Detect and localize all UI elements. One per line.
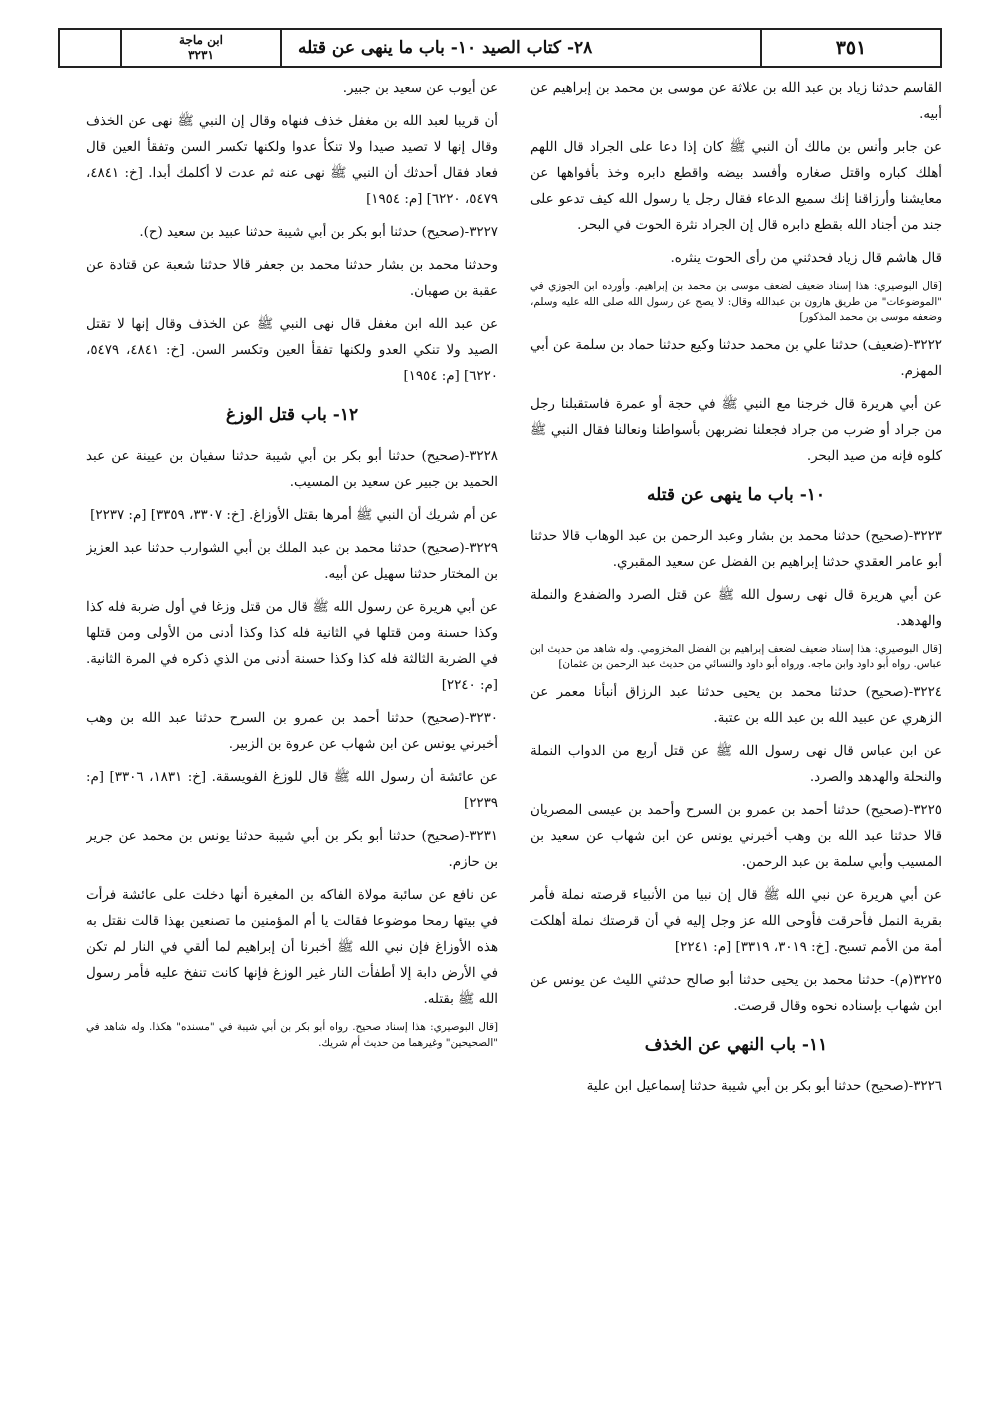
reference-box [120,30,280,66]
chapter-title: ١٢- باب قتل الوزغ [225,405,359,425]
paragraph: ٣٢٢٣-(صحيح) حدثنا محمد بن بشار وعبد الرحمن بن عبد الوهاب قالا حدثنا أبو عامر العقدي حدثنا إبراهيم بن الفضل عن سعيد المقبري. [530,528,942,570]
footnote: [قال البوصيري: هذا إسناد ضعيف لضعف موسى بن محمد بن إبراهيم. وأورده ابن الجوزي في "الموضوعات" من طريق هارون بن عبدالله وقال: لا يصح عن رسول الله صلى الله عليه وسلم، وضعفه موسى بن محمد المذكور] [530,280,942,323]
chapter-title: ١٠- باب ما ينهى عن قتله [646,484,826,505]
paragraph: عن أبي هريرة قال خرجنا مع النبي ﷺ في حجة أو عمرة فاستقبلنا رجل من جراد أو ضرب من جراد فجعلنا نضربهن بأسواطنا ونعالنا فقال النبي ﷺ كلوه فإنه من صيد البحر. [530,396,942,464]
footnote: [قال البوصيري: هذا إسناد ضعيف لضعف إبراهيم بن الفضل المخزومي. وله شاهد من حديث ابن عباس. رواه أبو داود وابن ماجه. ورواه أبو داود والنسائي من حديث عبد الرحمن بن عثمان] [530,642,942,670]
left-column [86,76,498,1376]
paragraph: ٣٢٣١-(صحيح) حدثنا أبو بكر بن أبي شيبة حدثنا يونس بن محمد عن جرير بن حازم. [86,829,498,870]
paragraph: ٣٢٢٤-(صحيح) حدثنا محمد بن يحيى حدثنا عبد الرزاق أنبأنا معمر عن الزهري عن عبيد الله بن عبد الله بن عتبة. [530,684,942,726]
paragraph: أن قريبا لعبد الله بن مغفل خذف فنهاه وقال إن النبي ﷺ نهى عن الخذف وقال إنها لا تصيد صيدا ولا تنكأ عدوا ولكنها تكسر السن وتفقأ العين قال فعاد فقال أحدثك أن النبي ﷺ نهى عنه ثم عدت لا أكلمك أبدا. [خ: ٤٨٤١، ٥٤٧٩، ٦٢٢٠] [م: ١٩٥٤] [86,114,498,207]
paragraph: ٣٢٢٢-(ضعيف) حدثنا علي بن محمد حدثنا وكيع حدثنا حماد بن سلمة عن أبي المهزم. [530,337,942,379]
reference-number: ٣٢٣١ [188,48,214,62]
paragraph: عن ابن عباس قال نهى رسول الله ﷺ عن قتل أربع من الدواب النملة والنحلة والهدهد والصرد. [530,743,942,785]
page-number: ٣٥١ [760,30,940,66]
paragraph: ٣٢٣٠-(صحيح) حدثنا أحمد بن عمرو بن السرح حدثنا عبد الله بن وهب أخبرني يونس عن ابن شهاب عن عروة بن الزبير. [86,711,498,752]
paragraph: القاسم حدثنا زياد بن عبد الله بن علاثة عن موسى بن محمد بن إبراهيم عن أبيه. [530,81,942,122]
page-header [58,28,942,68]
chapter-title: ١١- باب النهي عن الخذف [644,1034,828,1055]
paragraph: قال هاشم قال زياد فحدثني من رأى الحوت ينثره. [670,251,942,266]
paragraph: عن أم شريك أن النبي ﷺ أمرها بقتل الأوزاغ. [خ: ٣٣٠٧، ٣٣٥٩] [م: ٢٢٣٧] [90,508,498,523]
paragraph: ٣٢٢٥(م)- حدثنا محمد بن يحيى حدثنا أبو صالح حدثني الليث عن يونس عن ابن شهاب بإسناده نحوه وقال قرصت. [530,972,942,1014]
paragraph: عن عائشة أن رسول الله ﷺ قال للوزغ الفويسقة. [خ: ١٨٣١، ٣٣٠٦] [م: ٢٢٣٩] [86,770,498,811]
footnote: [قال البوصيري: هذا إسناد صحيح. رواه أبو بكر بن أبي شيبة في "مسنده" هكذا. وله شاهد في "الصحيحين" وغيرهما من حديث أم شريك. [86,1021,498,1049]
paragraph: عن أيوب عن سعيد بن جبير. [342,81,498,96]
paragraph: ٣٢٢٨-(صحيح) حدثنا أبو بكر بن أبي شيبة حدثنا سفيان بن عيينة عن عبد الحميد بن جبير عن سعيد بن المسيب. [86,449,498,490]
paragraph: عن أبي هريرة عن رسول الله ﷺ قال من قتل وزغا في أول ضربة فله كذا وكذا حسنة ومن قتلها في الثانية فله كذا وكذا أدنى من الأولى ومن قتلها في الضربة الثالثة فله كذا وكذا حسنة أدنى من الذي ذكره في المرة الثانية. [م: ٢٢٤٠] [86,600,498,693]
paragraph: ٣٢٢٥-(صحيح) حدثنا أحمد بن عمرو بن السرح وأحمد بن عيسى المصريان قالا حدثنا عبد الله بن وهب أخبرني يونس عن ابن شهاب عن سعيد بن المسيب وأبي سلمة بن عبد الرحمن. [530,802,942,870]
right-column [530,76,942,1376]
paragraph: عن جابر وأنس بن مالك أن النبي ﷺ كان إذا دعا على الجراد قال اللهم أهلك كباره واقتل صغاره وأفسد بيضه واقطع دابره وخذ بأفواهها عن معايشنا وأرزاقنا إنك سميع الدعاء فقال رجل يا رسول الله كيف تدعو على جند من أجناد الله بقطع دابره قال إن الجراد نثرة الحوت في البحر. [530,140,942,233]
paragraph: ٣٢٢٩-(صحيح) حدثنا محمد بن عبد الملك بن أبي الشوارب حدثنا عبد العزيز بن المختار حدثنا سهيل عن أبيه. [86,541,498,582]
paragraph: عن عبد الله ابن مغفل قال نهى النبي ﷺ عن الخذف وقال إنها لا تقتل الصيد ولا تنكي العدو ولكنها تفقأ العين وتكسر السن. [خ: ٤٨٤١، ٥٤٧٩، ٦٢٢٠] [م: ١٩٥٤] [86,317,498,384]
paragraph: وحدثنا محمد بن بشار حدثنا محمد بن جعفر قالا حدثنا شعبة عن قتادة عن عقبة بن صهبان. [86,258,498,299]
reference-label: ابن ماجة [179,33,223,47]
paragraph: عن أبي هريرة قال نهى رسول الله ﷺ عن قتل الصرد والضفدع والنملة والهدهد. [530,587,942,629]
paragraph: ٣٢٢٦-(صحيح) حدثنا أبو بكر بن أبي شيبة حدثنا إسماعيل ابن علية [586,1078,942,1094]
running-title: ٢٨- كتاب الصيد ١٠- باب ما ينهى عن قتله [280,30,760,66]
paragraph: ٣٢٢٧-(صحيح) حدثنا أبو بكر بن أبي شيبة حدثنا عبيد بن سعيد (ح). [139,225,498,240]
paragraph: عن أبي هريرة عن نبي الله ﷺ قال إن نبيا من الأنبياء قرصته نملة فأمر بقرية النمل فأحرقت فأوحى الله عز وجل إليه في أن قرصتك نملة أهلكت أمة من الأمم تسبح. [خ: ٣٠١٩، ٣٣١٩] [م: ٢٢٤١] [530,887,942,955]
paragraph: عن نافع عن سائبة مولاة الفاكه بن المغيرة أنها دخلت على عائشة فرأت في بيتها رمحا موضوعا فقالت يا أم المؤمنين ما تصنعين بهذا قالت نقتل به هذه الأوزاغ فإن نبي الله ﷺ أخبرنا أن إبراهيم لما ألقي في النار لم تكن في الأرض دابة إلا أطفأت النار غير الوزغ فإنها كانت تنفخ عليه فأمر رسول الله ﷺ بقتله. [86,888,498,1007]
header-blank-cell [60,30,120,66]
